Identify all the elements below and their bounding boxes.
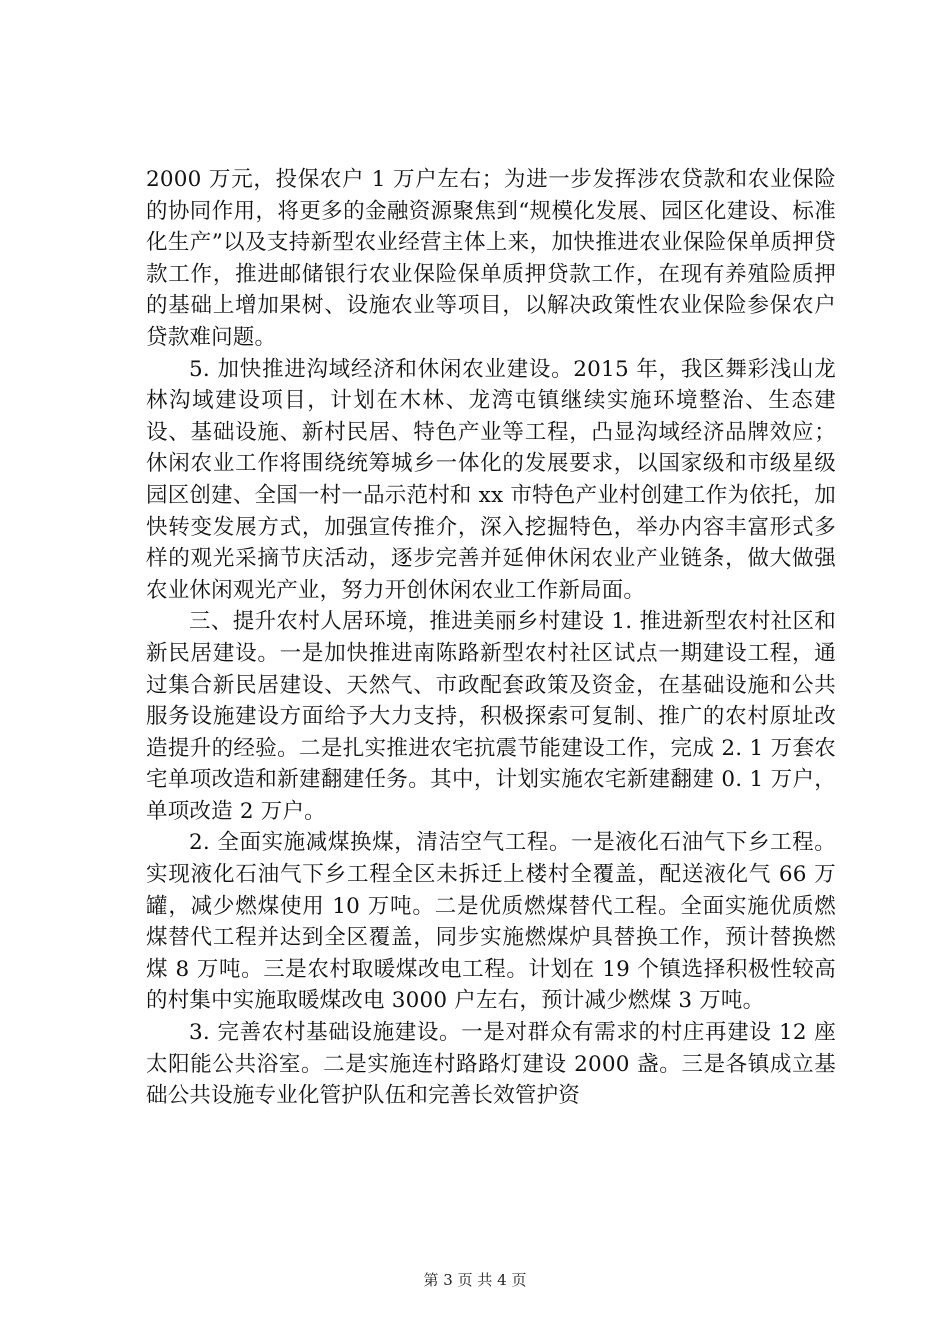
paragraph-2: 5. 加快推进沟域经济和休闲农业建设。2015 年，我区舞彩浅山龙林沟域建设项目，计划在木林、龙湾屯镇继续实施环境整治、生态建设、基础设施、新村民居、特色产业等工程，凸显沟域经济品牌效应；休闲农业工作将围绕统筹城乡一体化的发展要求，以国家级和市级星级园区创建、全国一村一品示范村和 xx 市特色产业村创建工作为依托，加快转变发展方式，加强宣传推介，深入挖掘特色，举办内容丰富形式多样的观光采摘节庆活动，逐步完善并延伸休闲农业产业链条，做大做强农业休闲观光产业，努力开创休闲农业工作新局面。: [146, 356, 836, 603]
paragraph-5: 3. 完善农村基础设施建设。一是对群众有需求的村庄再建设 12 座太阳能公共浴室。二是实施连村路路灯建设 2000 盏。三是各镇成立基础公共设施专业化管护队伍和完善长效管护资: [146, 1020, 836, 1109]
paragraph-3: 三、提升农村人居环境，推进美丽乡村建设 1. 推进新型农村社区和新民居建设。一是加快推进南陈路新型农村社区试点一期建设工程，通过集合新民居建设、天然气、市政配套政策及资金，在基础设施和公共服务设施建设方面给予大力支持，积极探索可复制、推广的农村原址改造提升的经验。二是扎实推进农宅抗震节能建设工作，完成 2. 1 万套农宅单项改造和新建翻建任务。其中，计划实施农宅新建翻建 0. 1 万户，单项改造 2 万户。: [146, 609, 836, 824]
document-body: [146, 164, 836, 1112]
paragraph-4: 2. 全面实施减煤换煤，清洁空气工程。一是液化石油气下乡工程。实现液化石油气下乡工程全区未拆迁上楼村全覆盖，配送液化气 66 万罐，减少燃煤使用 10 万吨。二是优质燃煤替代工程。全面实施优质燃煤替代工程并达到全区覆盖，同步实施燃煤炉具替换工作，预计替换燃煤 8 万吨。三是农村取暖煤改电工程。计划在 19 个镇选择积极性较高的村集中实施取暖煤改电 3000 户左右，预计减少燃煤 3 万吨。: [146, 830, 836, 1014]
page-footer: [0, 1270, 950, 1290]
page-number-label: 第 3 页 共 4 页: [423, 1271, 527, 1289]
paragraph-1: 2000 万元，投保农户 1 万户左右；为进一步发挥涉农贷款和农业保险的协同作用，将更多的金融资源聚焦到“规模化发展、园区化建设、标准化生产”以及支持新型农业经营主体上来，加快推进农业保险保单质押贷款工作，推进邮储银行农业保险保单质押贷款工作，在现有养殖险质押的基础上增加果树、设施农业等项目，以解决政策性农业保险参保农户贷款难问题。: [146, 167, 836, 350]
